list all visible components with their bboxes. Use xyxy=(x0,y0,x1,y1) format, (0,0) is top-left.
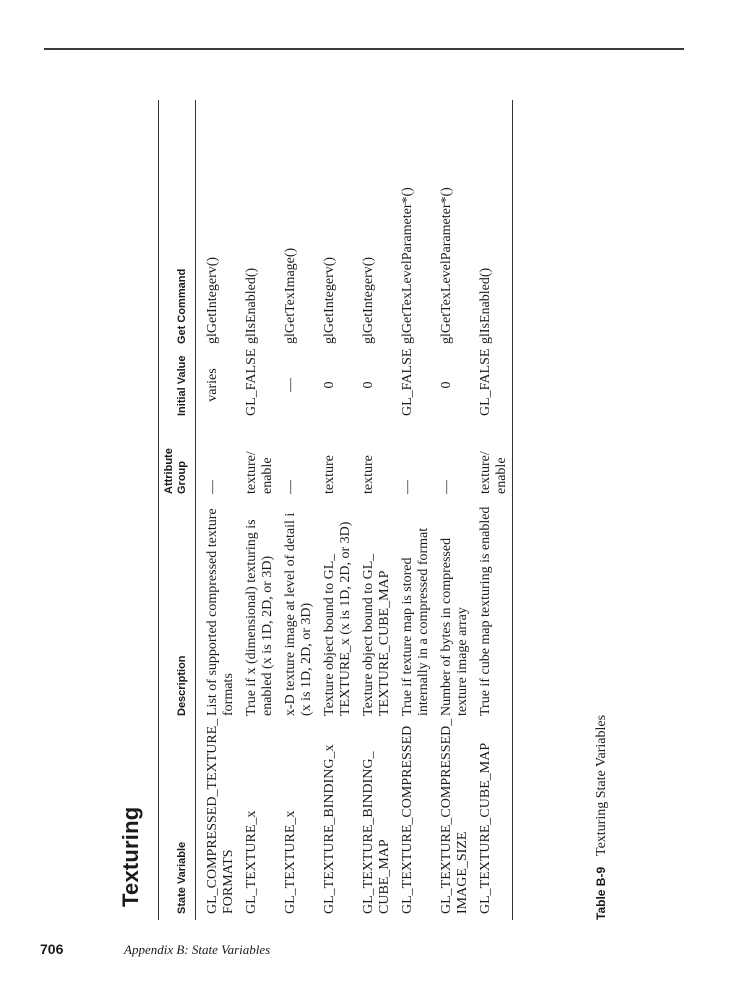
cell-description: List of supported compressed texture formats xyxy=(205,508,237,716)
cell-attribute-group: — xyxy=(439,480,455,494)
cell-state-variable: GL_COMPRESSED_TEXTURE_ FORMATS xyxy=(205,718,237,914)
cell-description: True if cube map texturing is enabled xyxy=(478,506,494,716)
cell-state-variable: GL_TEXTURE_BINDING_ CUBE_MAP xyxy=(361,751,393,914)
header-state-variable: State Variable xyxy=(176,841,189,914)
cell-get-command: glIsEnabled() xyxy=(478,267,494,344)
page-footer xyxy=(40,941,680,963)
cell-attribute-group: texture/ enable xyxy=(478,451,510,494)
cell-get-command: glGetTexLevelParameter*() xyxy=(439,187,455,344)
cell-initial-value: varies xyxy=(205,368,221,402)
cell-get-command: glGetTexLevelParameter*() xyxy=(400,187,416,344)
table-header-row xyxy=(159,100,196,920)
cell-initial-value: GL_FALSE xyxy=(478,348,494,416)
cell-description: x-D texture image at level of detail i (x is 1D, 2D, or 3D) xyxy=(283,512,315,716)
cell-state-variable: GL_TEXTURE_CUBE_MAP xyxy=(478,742,494,914)
cell-attribute-group: — xyxy=(205,480,221,494)
cell-state-variable: GL_TEXTURE_x xyxy=(283,810,299,914)
table-row xyxy=(239,100,278,920)
running-head: Appendix B: State Variables xyxy=(124,942,271,957)
cell-description: Texture object bound to GL_ TEXTURE_CUBE_MAP xyxy=(361,553,393,716)
header-description: Description xyxy=(176,655,189,716)
header-initial-value: Initial Value xyxy=(176,355,189,416)
cell-attribute-group: texture xyxy=(361,455,377,494)
table-row xyxy=(395,100,434,920)
cell-description: True if texture map is stored internally in a compressed format xyxy=(400,527,432,716)
table-row xyxy=(356,100,395,920)
cell-initial-value: 0 xyxy=(361,381,377,389)
cell-attribute-group: — xyxy=(283,480,299,494)
header-attribute-group: Attribute Group xyxy=(163,448,189,494)
page-number: 706 xyxy=(40,941,64,957)
cell-initial-value: 0 xyxy=(322,381,338,389)
table-row xyxy=(473,100,513,920)
cell-attribute-group: — xyxy=(400,480,416,494)
table-row xyxy=(434,100,473,920)
cell-state-variable: GL_TEXTURE_COMPRESSED_ IMAGE_SIZE xyxy=(439,718,471,914)
cell-description: Texture object bound to GL_ TEXTURE_x (x is 1D, 2D, or 3D) xyxy=(322,521,354,716)
table-caption xyxy=(592,715,610,920)
cell-get-command: glIsEnabled() xyxy=(244,267,260,344)
caption-text: Texturing State Variables xyxy=(594,714,609,856)
cell-initial-value: GL_FALSE xyxy=(400,348,416,416)
cell-initial-value: — xyxy=(283,378,299,392)
rotated-page xyxy=(110,70,630,925)
cell-get-command: glGetIntegerv() xyxy=(205,256,221,344)
state-variables-table xyxy=(158,100,513,920)
table-row xyxy=(196,100,240,920)
cell-attribute-group: texture xyxy=(322,455,338,494)
cell-state-variable: GL_TEXTURE_x xyxy=(244,810,260,914)
rotated-content xyxy=(110,70,630,925)
cell-state-variable: GL_TEXTURE_BINDING_x xyxy=(322,744,338,914)
cell-get-command: glGetIntegerv() xyxy=(322,256,338,344)
section-title: Texturing xyxy=(118,806,143,907)
table-row xyxy=(317,100,356,920)
caption-label: Table B-9 xyxy=(594,866,608,920)
cell-state-variable: GL_TEXTURE_COMPRESSED xyxy=(400,725,416,914)
header-get-command: Get Command xyxy=(176,268,189,344)
cell-description: True if x (dimensional) texturing is enabled (x is 1D, 2D, or 3D) xyxy=(244,519,276,716)
cell-initial-value: GL_FALSE xyxy=(244,348,260,416)
cell-description: Number of bytes in compressed texture image array xyxy=(439,537,471,716)
cell-get-command: glGetTexImage() xyxy=(283,247,299,344)
cell-get-command: glGetIntegerv() xyxy=(361,256,377,344)
table-row xyxy=(278,100,317,920)
cell-initial-value: 0 xyxy=(439,381,455,389)
cell-attribute-group: texture/ enable xyxy=(244,451,276,494)
page-top-rule xyxy=(44,48,684,50)
